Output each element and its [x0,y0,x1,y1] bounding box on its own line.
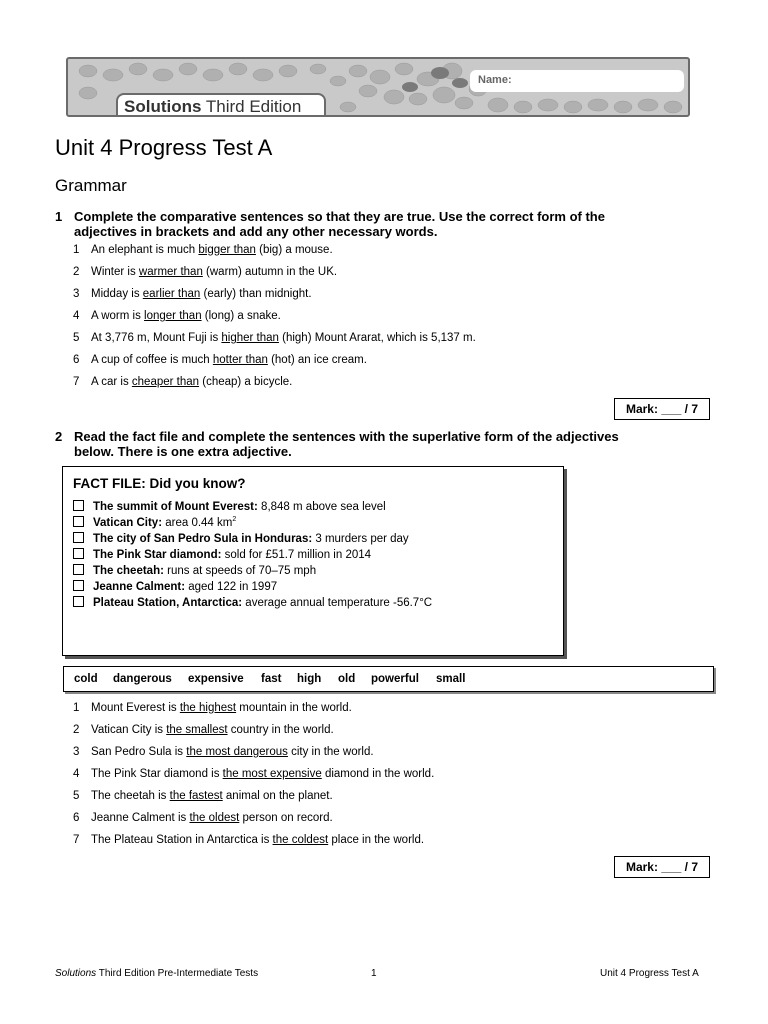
word-bank-item: dangerous [113,673,172,685]
fact-file-box [62,466,564,656]
sentence-end: (hot) an ice cream. [267,354,367,366]
checkbox-bullet-icon [73,596,84,607]
item-sentence [91,702,352,714]
q1-mark-box: Mark: ___ / 7 [614,398,710,420]
word-bank-item: small [436,673,466,685]
brand-logo [124,97,301,117]
word-bank-item: fast [261,673,282,685]
fact-label: The city of San Pedro Sula in Honduras: [93,533,313,545]
item-number: 2 [73,724,80,736]
fact-value: 3 murders per day [312,533,409,545]
fact-label: The Pink Star diamond: [93,549,222,561]
answer-blank[interactable]: the most expensive [222,768,322,780]
item-number: 5 [73,790,80,802]
item-number: 5 [73,332,80,344]
checkbox-bullet-icon [73,532,84,543]
item-sentence [91,768,434,780]
sentence-end: mountain in the world. [236,702,352,714]
fact-item [73,564,316,577]
item-number: 3 [73,746,80,758]
q2-number: 2 [55,429,63,444]
item-number: 4 [73,310,80,322]
answer-blank[interactable]: the coldest [272,834,329,846]
item-number: 7 [73,376,80,388]
checkbox-bullet-icon [73,580,84,591]
fact-superscript: 2 [232,516,237,524]
word-bank-item: high [297,673,322,685]
sentence-end: (long) a snake. [201,310,281,322]
answer-blank[interactable]: the fastest [169,790,223,802]
footer-left [55,968,258,979]
item-number: 1 [73,702,80,714]
brand-tab [116,93,326,117]
sentence-end: city in the world. [287,746,374,758]
item-sentence [91,376,292,388]
sentence-start: A car is [91,376,132,388]
fact-value: sold for £51.7 million in 2014 [221,549,372,561]
q2-instruction: Read the fact file and complete the sentences with the superlative form of the adjectives below. There is one extra adjective. [74,429,619,459]
sentence-start: Midday is [91,288,143,300]
item-sentence [91,724,334,736]
item-number: 3 [73,288,80,300]
item-number: 4 [73,768,80,780]
fact-item [73,516,236,529]
item-sentence [91,354,367,366]
checkbox-bullet-icon [73,500,84,511]
sentence-start: A cup of coffee is much [91,354,213,366]
item-sentence [91,266,337,278]
checkbox-bullet-icon [73,564,84,575]
sentence-start: A worm is [91,310,145,322]
fact-label: Vatican City: [93,517,163,529]
sentence-end: animal on the planet. [222,790,333,802]
fact-value: aged 122 in 1997 [185,581,278,593]
answer-blank[interactable]: warmer than [138,266,203,278]
item-number: 2 [73,266,80,278]
answer-blank[interactable]: the oldest [189,812,240,824]
fact-value: runs at speeds of 70–75 mph [163,565,317,577]
fact-item [73,596,432,609]
fact-value: area 0.44 km [162,517,233,529]
sentence-end: (early) than midnight. [200,288,312,300]
name-label: Name: [478,74,512,86]
sentence-start: The cheetah is [91,790,170,802]
word-bank-item: old [338,673,356,685]
sentence-start: Mount Everest is [91,702,180,714]
fact-label: Jeanne Calment: [93,581,186,593]
sentence-start: An elephant is much [91,244,199,256]
item-sentence [91,746,374,758]
item-number: 6 [73,354,80,366]
footer-left-italic: Solutions [55,968,97,979]
answer-blank[interactable]: higher than [221,332,279,344]
sentence-start: The Plateau Station in Antarctica is [91,834,273,846]
sentence-end: (cheap) a bicycle. [199,376,293,388]
fact-value: 8,848 m above sea level [257,501,386,513]
page-title: Unit 4 Progress Test A [55,135,273,160]
item-sentence [91,790,333,802]
answer-blank[interactable]: earlier than [142,288,201,300]
footer-left-rest: Third Edition Pre-Intermediate Tests [96,968,259,979]
item-number: 6 [73,812,80,824]
fact-label: The cheetah: [93,565,164,577]
fact-file-title: FACT FILE: Did you know? [73,476,246,491]
name-field[interactable] [470,70,684,92]
brand-rest: Third Edition [201,97,302,116]
item-sentence [91,310,281,322]
item-sentence [91,332,476,344]
checkbox-bullet-icon [73,516,84,527]
section-heading: Grammar [55,176,127,195]
sentence-end: (warm) autumn in the UK. [202,266,338,278]
sentence-start: San Pedro Sula is [91,746,187,758]
answer-blank[interactable]: cheaper than [131,376,200,388]
item-sentence [91,288,312,300]
word-bank-item: cold [74,673,98,685]
word-bank-item: expensive [188,673,244,685]
sentence-start: Jeanne Calment is [91,812,190,824]
sentence-start: At 3,776 m, Mount Fuji is [91,332,222,344]
sentence-end: (high) Mount Ararat, which is 5,137 m. [278,332,476,344]
header-banner [66,57,690,117]
item-sentence [91,244,333,256]
fact-item [73,548,371,561]
sentence-start: Winter is [91,266,139,278]
sentence-end: place in the world. [328,834,425,846]
answer-blank[interactable]: the highest [179,702,237,714]
fact-label: Plateau Station, Antarctica: [93,597,243,609]
sentence-end: country in the world. [227,724,334,736]
item-sentence [91,834,424,846]
item-number: 7 [73,834,80,846]
checkbox-bullet-icon [73,548,84,559]
fact-label: The summit of Mount Everest: [93,501,258,513]
sentence-start: Vatican City is [91,724,167,736]
sentence-end: person on record. [239,812,333,824]
sentence-end: (big) a mouse. [255,244,333,256]
word-bank-item: powerful [371,673,419,685]
fact-item [73,532,409,545]
footer-page-number: 1 [371,968,377,979]
answer-blank[interactable]: bigger than [198,244,256,256]
item-sentence [91,812,333,824]
fact-item [73,580,277,593]
fact-value: average annual temperature -56.7°C [242,597,433,609]
word-bank [63,666,714,692]
answer-blank[interactable]: longer than [144,310,202,322]
sentence-start: The Pink Star diamond is [91,768,223,780]
answer-blank[interactable]: the most dangerous [186,746,288,758]
q2-mark-box: Mark: ___ / 7 [614,856,710,878]
answer-blank[interactable]: hotter than [212,354,268,366]
answer-blank[interactable]: the smallest [166,724,228,736]
footer-right: Unit 4 Progress Test A [600,968,699,979]
fact-item [73,500,386,513]
item-number: 1 [73,244,80,256]
q1-number: 1 [55,209,63,224]
brand-bold: Solutions [124,97,202,116]
sentence-end: diamond in the world. [321,768,435,780]
q1-instruction: Complete the comparative sentences so that they are true. Use the correct form of the adjectives in brackets and add any other necessary words. [74,209,605,239]
